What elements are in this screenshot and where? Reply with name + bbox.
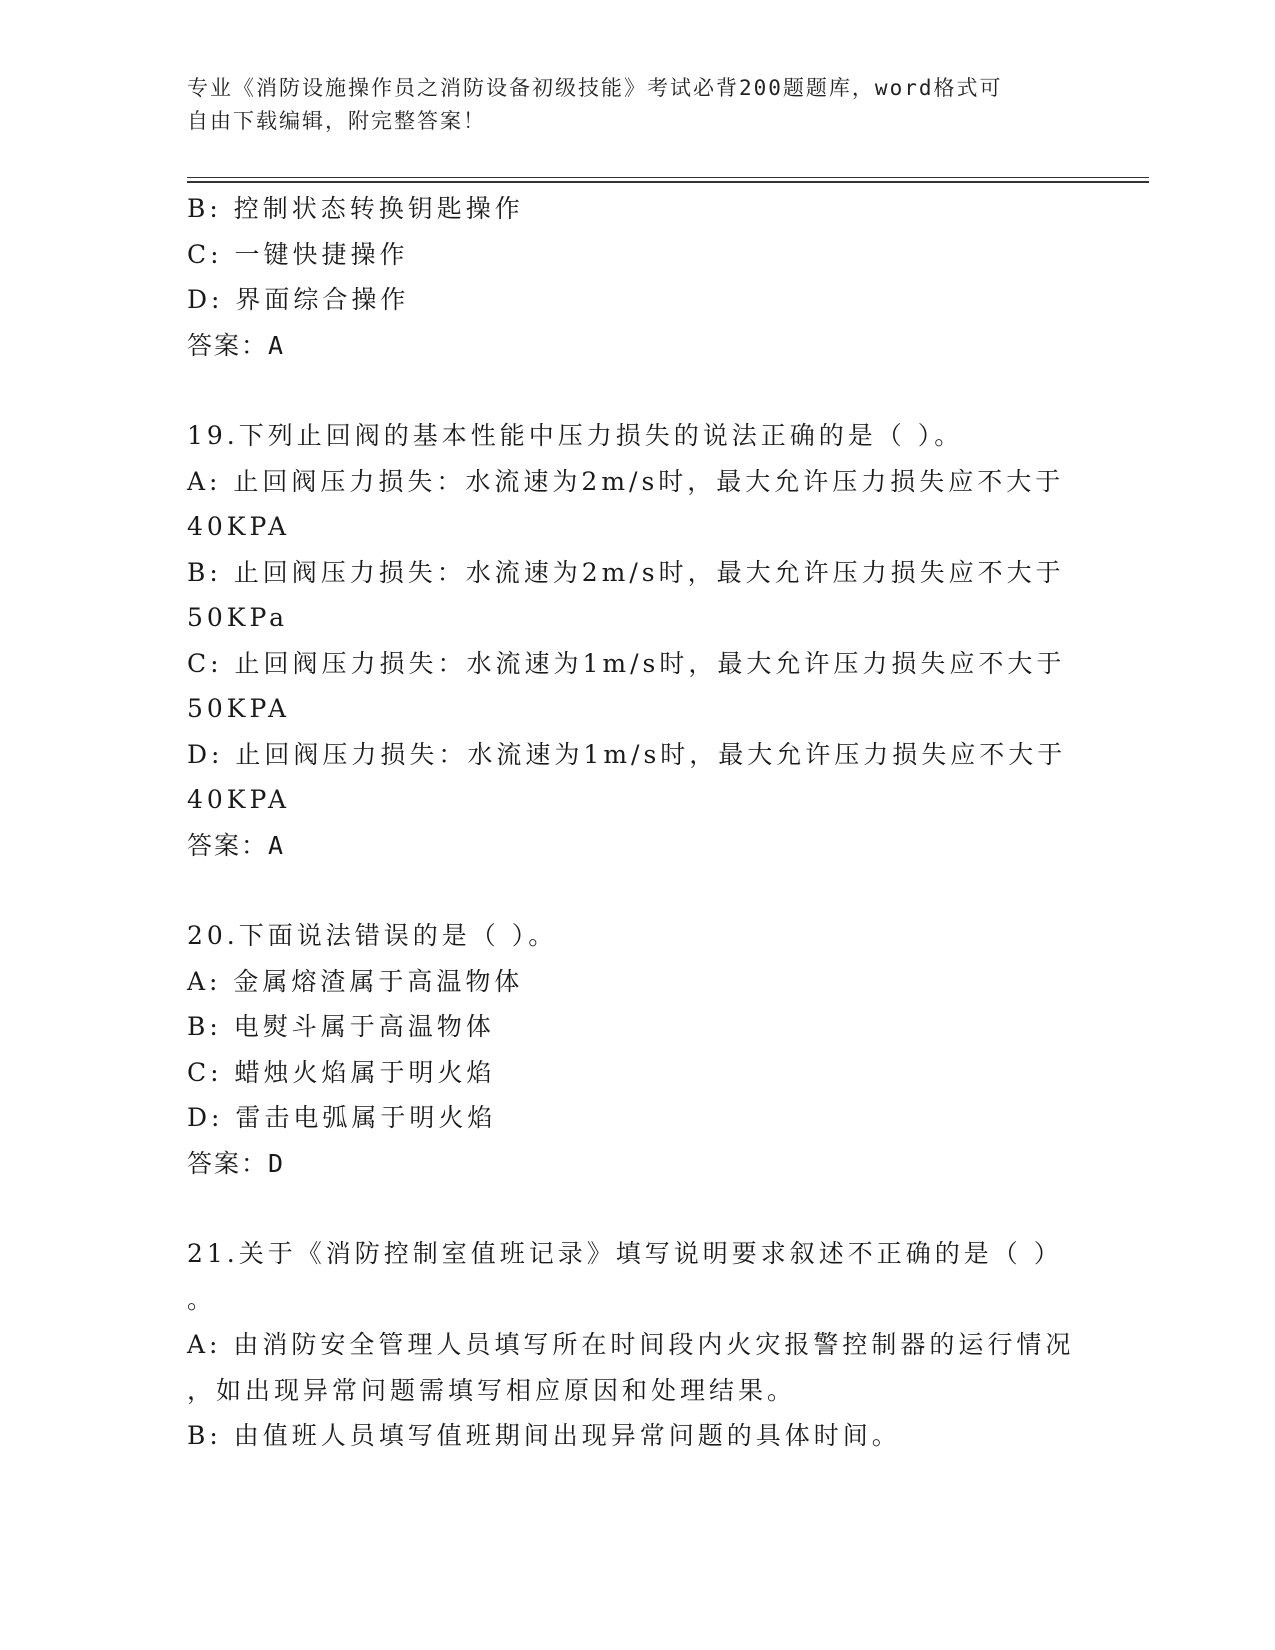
option-b: B: 电熨斗属于高温物体 xyxy=(187,1012,495,1041)
header-line-2: 自由下载编辑，附完整答案！ xyxy=(187,109,486,133)
question-19 xyxy=(187,413,1087,868)
question-21 xyxy=(187,1231,1087,1459)
question-20 xyxy=(187,913,1087,1186)
option-a-continued: ，如出现异常问题需填写相应原因和处理结果。 xyxy=(187,1375,797,1405)
question-stem: 21.关于《消防控制室值班记录》填写说明要求叙述不正确的是（ ） xyxy=(187,1239,1063,1268)
question-18 xyxy=(187,186,1087,368)
option-b: B: 控制状态转换钥匙操作 xyxy=(187,194,524,223)
spacer xyxy=(187,1186,1087,1231)
option-d: D: 雷击电弧属于明火焰 xyxy=(187,1103,497,1132)
header-divider-thick xyxy=(187,181,1149,183)
option-c: C: 蜡烛火焰属于明火焰 xyxy=(187,1057,496,1087)
option-c: C: 止回阀压力损失：水流速为1m/s时，最大允许压力损失应不大于 xyxy=(187,648,1066,678)
question-stem-continued: 。 xyxy=(187,1284,217,1314)
option-c: C: 一键快捷操作 xyxy=(187,239,409,269)
option-a: A: 由消防安全管理人员填写所在时间段内火灾报警控制器的运行情况 xyxy=(187,1330,1075,1359)
option-d-continued: 40KPA xyxy=(187,785,291,814)
option-d: D: 止回阀压力损失：水流速为1m/s时，最大允许压力损失应不大于 xyxy=(187,739,1067,769)
option-b: B: 止回阀压力损失：水流速为2m/s时，最大允许压力损失应不大于 xyxy=(187,557,1065,587)
option-a: A: 止回阀压力损失：水流速为2m/s时，最大允许压力损失应不大于 xyxy=(187,466,1065,496)
question-stem: 20.下面说法错误的是（ ）。 xyxy=(187,921,558,950)
option-a: A: 金属熔渣属于高温物体 xyxy=(187,966,524,996)
document-header xyxy=(187,72,1067,138)
header-divider-thin xyxy=(187,177,1149,178)
option-b-continued: 50KPa xyxy=(187,603,289,632)
spacer xyxy=(187,368,1087,413)
answer-line: 答案：A xyxy=(187,830,286,860)
answer-line: 答案：A xyxy=(187,330,286,360)
question-stem: 19.下列止回阀的基本性能中压力损失的说法正确的是（ ）。 xyxy=(187,421,964,450)
option-c-continued: 50KPA xyxy=(187,694,291,723)
spacer xyxy=(187,868,1087,913)
option-b: B: 由值班人员填写值班期间出现异常问题的具体时间。 xyxy=(187,1421,901,1450)
option-a-continued: 40KPA xyxy=(187,512,291,541)
answer-line: 答案：D xyxy=(187,1148,286,1178)
option-d: D: 界面综合操作 xyxy=(187,285,410,314)
question-list xyxy=(187,186,1087,1459)
header-line-1: 专业《消防设施操作员之消防设备初级技能》考试必背200题题库，word格式可 xyxy=(187,76,1003,100)
